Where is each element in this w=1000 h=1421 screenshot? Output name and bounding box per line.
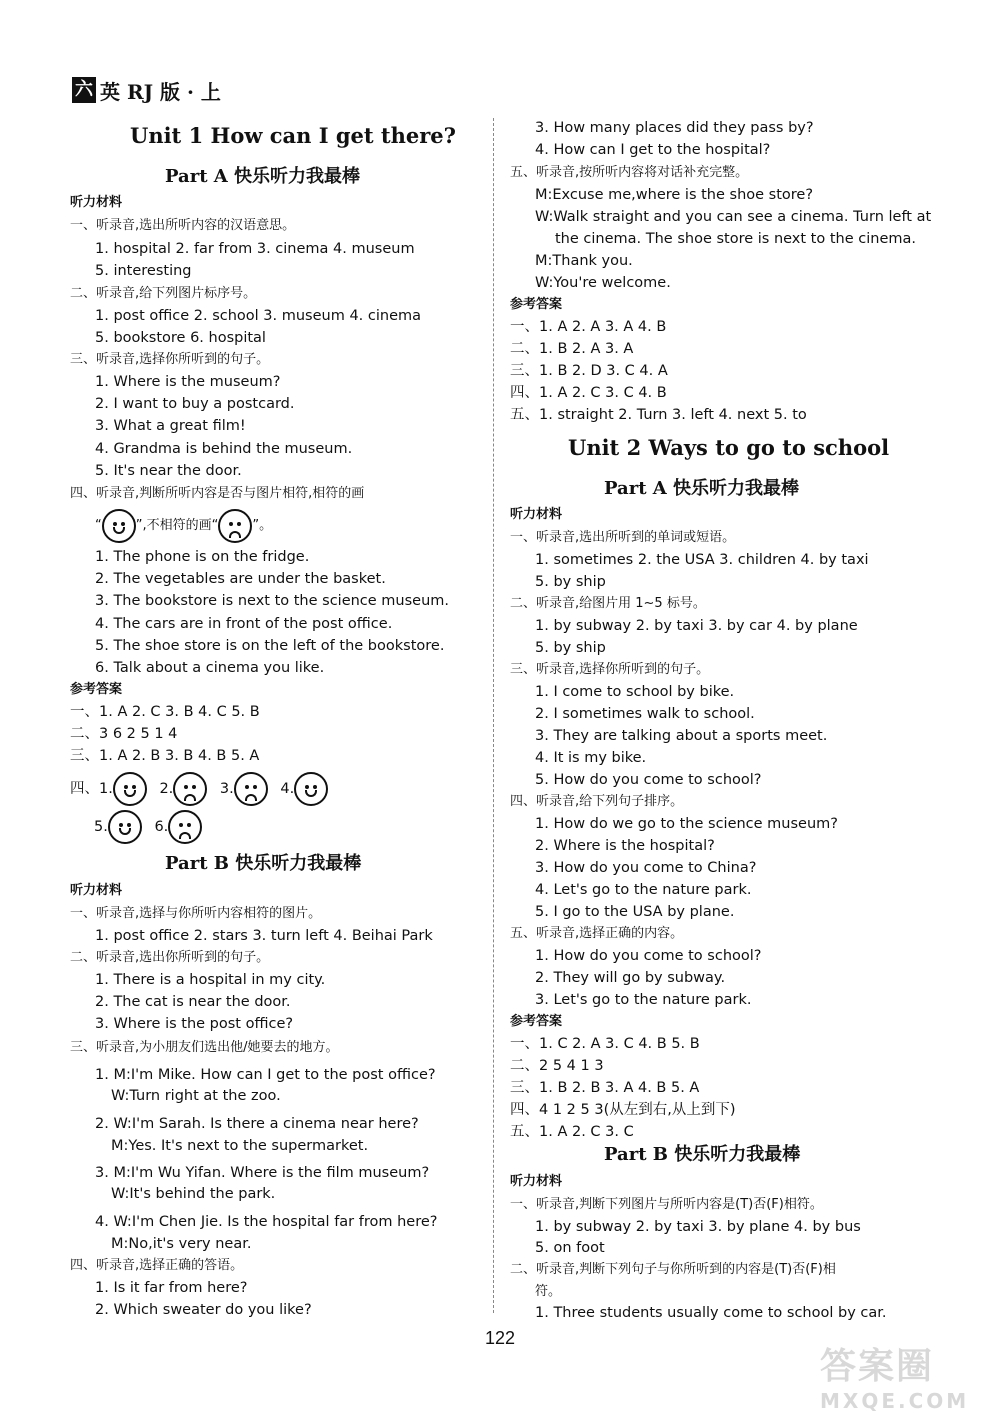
section-heading: 三、听录音,为小朋友们选出他/她要去的地方。 xyxy=(70,1040,339,1055)
section-heading: 二、听录音,给下列图片标序号。 xyxy=(70,286,257,301)
list-item: 5. How do you come to school? xyxy=(535,772,762,788)
list-item: 1. There is a hospital in my city. xyxy=(95,972,326,988)
dialogue-line: W:It's behind the park. xyxy=(111,1186,276,1202)
section-heading: 二、听录音,选出你所听到的句子。 xyxy=(70,950,270,965)
dialogue-line: 4. W:I'm Chen Jie. Is the hospital far from here? xyxy=(95,1214,438,1230)
list-item: 2. Where is the hospital? xyxy=(535,838,715,854)
section-heading: 二、听录音,判断下列句子与你所听到的内容是(T)否(F)相 xyxy=(510,1262,836,1277)
list-item: 2. They will go by subway. xyxy=(535,970,726,986)
section-heading: 一、听录音,选出所听内容的汉语意思。 xyxy=(70,218,296,233)
listening-material-heading: 听力材料 xyxy=(510,1174,563,1189)
list-item: 5. I go to the USA by plane. xyxy=(535,904,735,920)
list-item: 3. They are talking about a sports meet. xyxy=(535,728,828,744)
smiley-face-icon xyxy=(102,509,136,543)
unit1-title: Unit 1 How can I get there? xyxy=(130,123,456,148)
list-item: 2. The vegetables are under the basket. xyxy=(95,571,386,587)
answers-heading: 参考答案 xyxy=(70,682,123,697)
listening-material-heading: 听力材料 xyxy=(510,507,563,522)
dialogue-line: 2. W:I'm Sarah. Is there a cinema near here? xyxy=(95,1116,419,1132)
list-item: 4. It is my bike. xyxy=(535,750,647,766)
answer-line: 一、1. C 2. A 3. C 4. B 5. B xyxy=(510,1036,700,1052)
unit1-partB-title: Part B 快乐听力我最棒 xyxy=(165,853,362,874)
list-item: 5. The shoe store is on the left of the bookstore. xyxy=(95,638,445,654)
list-item: 4. Let's go to the nature park. xyxy=(535,882,752,898)
list-item: 1. hospital 2. far from 3. cinema 4. museum xyxy=(95,241,415,257)
unit1-partA-title: Part A 快乐听力我最棒 xyxy=(165,166,361,187)
list-item: 3. Let's go to the nature park. xyxy=(535,992,752,1008)
answer-faces-row-1: 四、1. 2. 3. 4. xyxy=(70,770,328,808)
list-item: 1. post office 2. stars 3. turn left 4. Beihai Park xyxy=(95,928,433,944)
list-item: 5. by ship xyxy=(535,574,606,590)
section-heading: 一、听录音,判断下列图片与所听内容是(T)否(F)相符。 xyxy=(510,1197,823,1212)
grade-badge: 六 xyxy=(72,77,96,103)
section-heading: 五、听录音,选择正确的内容。 xyxy=(510,926,684,941)
list-item: 1. I come to school by bike. xyxy=(535,684,735,700)
instruction-line: “ ”,不相符的画“ ”。 xyxy=(95,508,272,544)
list-item: 3. How do you come to China? xyxy=(535,860,757,876)
dialogue-line: M:Yes. It's next to the supermarket. xyxy=(111,1138,369,1154)
list-item: 3. The bookstore is next to the science museum. xyxy=(95,593,450,609)
list-item: 3. What a great film! xyxy=(95,418,246,434)
answer-faces-row-2: 5. 6. xyxy=(94,808,202,846)
sad-face-icon xyxy=(168,810,202,844)
list-item: 2. Which sweater do you like? xyxy=(95,1302,312,1318)
list-item: 5. interesting xyxy=(95,263,192,279)
dialogue-line: W:Walk straight and you can see a cinema. Turn left at xyxy=(535,209,932,225)
smiley-face-icon xyxy=(294,772,328,806)
page-header xyxy=(72,76,221,104)
answer-line: 四、4 1 2 5 3(从左到右,从上到下) xyxy=(510,1102,736,1118)
dialogue-line: M:No,it's very near. xyxy=(111,1236,252,1252)
dialogue-line: M:Excuse me,where is the shoe store? xyxy=(535,187,814,203)
section-heading: 三、听录音,选择你所听到的句子。 xyxy=(70,352,270,367)
sad-face-icon xyxy=(234,772,268,806)
watermark-text: 答案圈 xyxy=(820,1346,935,1387)
answer-line: 三、1. B 2. B 3. A 4. B 5. A xyxy=(510,1080,700,1096)
sad-face-icon xyxy=(173,772,207,806)
list-item: 3. Where is the post office? xyxy=(95,1016,294,1032)
answer-line: 五、1. A 2. C 3. C xyxy=(510,1124,634,1140)
section-heading: 四、听录音,给下列句子排序。 xyxy=(510,794,684,809)
book-title: 英 RJ 版 · 上 xyxy=(100,79,221,104)
listening-material-heading: 听力材料 xyxy=(70,883,123,898)
list-item: 1. Is it far from here? xyxy=(95,1280,248,1296)
answer-line: 三、1. B 2. D 3. C 4. A xyxy=(510,363,668,379)
list-item: 4. How can I get to the hospital? xyxy=(535,142,771,158)
list-item: 1. sometimes 2. the USA 3. children 4. by taxi xyxy=(535,552,869,568)
unit2-partB-title: Part B 快乐听力我最棒 xyxy=(604,1144,801,1165)
watermark-logo xyxy=(820,1338,990,1418)
dialogue-line: the cinema. The shoe store is next to the cinema. xyxy=(555,231,916,247)
answer-line: 二、1. B 2. A 3. A xyxy=(510,341,634,357)
section-heading: 三、听录音,选择你所听到的句子。 xyxy=(510,662,710,677)
section-heading-continued: 符。 xyxy=(535,1284,562,1299)
answer-line: 五、1. straight 2. Turn 3. left 4. next 5. to xyxy=(510,407,807,423)
answers-heading: 参考答案 xyxy=(510,297,563,312)
section-heading: 一、听录音,选出所听到的单词或短语。 xyxy=(510,530,736,545)
unit2-title: Unit 2 Ways to go to school xyxy=(568,435,890,460)
section-heading: 一、听录音,选择与你所听内容相符的图片。 xyxy=(70,906,322,921)
section-heading: 四、听录音,选择正确的答语。 xyxy=(70,1258,244,1273)
dialogue-line: M:Thank you. xyxy=(535,253,633,269)
list-item: 1. Three students usually come to school by car. xyxy=(535,1305,887,1321)
smiley-face-icon xyxy=(113,772,147,806)
answer-line: 一、1. A 2. A 3. A 4. B xyxy=(510,319,667,335)
answer-line: 三、1. A 2. B 3. B 4. B 5. A xyxy=(70,748,260,764)
section-heading: 五、听录音,按所听内容将对话补充完整。 xyxy=(510,165,749,180)
list-item: 4. Grandma is behind the museum. xyxy=(95,441,353,457)
list-item: 2. The cat is near the door. xyxy=(95,994,291,1010)
answer-line: 一、1. A 2. C 3. B 4. C 5. B xyxy=(70,704,260,720)
answer-line: 四、1. A 2. C 3. C 4. B xyxy=(510,385,667,401)
list-item: 2. I sometimes walk to school. xyxy=(535,706,755,722)
list-item: 5. It's near the door. xyxy=(95,463,242,479)
page-number: 122 xyxy=(484,1328,516,1348)
list-item: 1. How do you come to school? xyxy=(535,948,762,964)
column-divider xyxy=(493,118,494,1313)
watermark-url: MXQE.COM xyxy=(820,1389,970,1413)
listening-material-heading: 听力材料 xyxy=(70,195,123,210)
dialogue-line: 1. M:I'm Mike. How can I get to the post office? xyxy=(95,1067,436,1083)
section-heading: 四、听录音,判断所听内容是否与图片相符,相符的画 xyxy=(70,486,365,501)
list-item: 1. by subway 2. by taxi 3. by plane 4. by bus xyxy=(535,1219,861,1235)
unit2-partA-title: Part A 快乐听力我最棒 xyxy=(604,478,800,499)
list-item: 5. on foot xyxy=(535,1240,605,1256)
smiley-face-icon xyxy=(108,810,142,844)
list-item: 4. The cars are in front of the post office. xyxy=(95,616,393,632)
answer-line: 二、2 5 4 1 3 xyxy=(510,1058,604,1074)
list-item: 3. How many places did they pass by? xyxy=(535,120,814,136)
list-item: 1. Where is the museum? xyxy=(95,374,281,390)
dialogue-line: W:You're welcome. xyxy=(535,275,671,291)
sad-face-icon xyxy=(218,509,252,543)
list-item: 1. post office 2. school 3. museum 4. cinema xyxy=(95,308,422,324)
list-item: 1. How do we go to the science museum? xyxy=(535,816,838,832)
dialogue-line: W:Turn right at the zoo. xyxy=(111,1088,281,1104)
list-item: 2. I want to buy a postcard. xyxy=(95,396,295,412)
section-heading: 二、听录音,给图片用 1~5 标号。 xyxy=(510,596,706,611)
dialogue-line: 3. M:I'm Wu Yifan. Where is the film museum? xyxy=(95,1165,430,1181)
answer-line: 二、3 6 2 5 1 4 xyxy=(70,726,178,742)
list-item: 1. by subway 2. by taxi 3. by car 4. by plane xyxy=(535,618,858,634)
list-item: 6. Talk about a cinema you like. xyxy=(95,660,325,676)
list-item: 5. bookstore 6. hospital xyxy=(95,330,266,346)
list-item: 1. The phone is on the fridge. xyxy=(95,549,310,565)
answers-heading: 参考答案 xyxy=(510,1014,563,1029)
list-item: 5. by ship xyxy=(535,640,606,656)
